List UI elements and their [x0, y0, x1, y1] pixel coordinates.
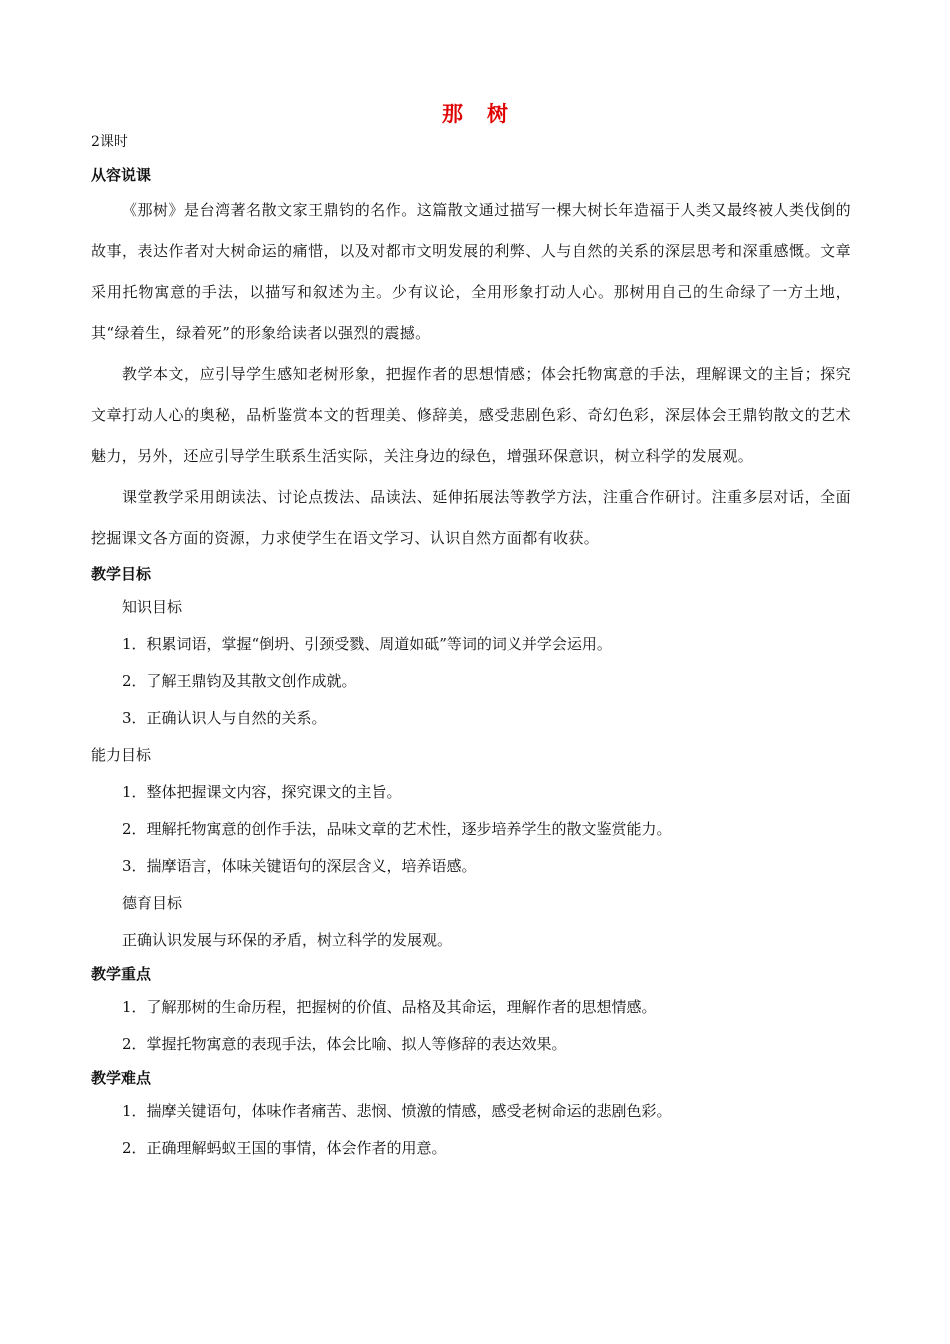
list-item: 3．正确认识人与自然的关系。 [122, 709, 327, 727]
list-item: 1．整体把握课文内容，探究课文的主旨。 [122, 783, 402, 801]
section-heading-course-intro: 从容说课 [91, 166, 152, 184]
list-item: 3．揣摩语言，体味关键语句的深层含义，培养语感。 [122, 857, 477, 875]
list-item: 1．了解那树的生命历程，把握树的价值、品格及其命运，理解作者的思想情感。 [122, 998, 657, 1016]
document-body [91, 160, 851, 1167]
list-item: 2．正确理解蚂蚁王国的事情，体会作者的用意。 [122, 1139, 447, 1157]
section-heading-key-points: 教学重点 [91, 965, 152, 983]
paragraph: 《那树》是台湾著名散文家王鼎钧的名作。这篇散文通过描写一棵大树长年造福于人类又最终被人类伐倒的故事，表达作者对大树命运的痛惜，以及对都市文明发展的利弊、人与自然的关系的深层思考和深重感慨。文章采用托物寓意的手法，以描写和叙述为主。少有议论，全用形象打动人心。那树用自己的生命绿了一方土地，其“绿着生，绿着死”的形象给读者以强烈的震撼。 [91, 201, 851, 342]
list-item: 1．揣摩关键语句，体味作者痛苦、悲悯、愤激的情感，感受老树命运的悲剧色彩。 [122, 1102, 672, 1120]
section-heading-teaching-goals: 教学目标 [91, 565, 152, 583]
moral-goal-text: 正确认识发展与环保的矛盾，树立科学的发展观。 [122, 931, 453, 949]
lesson-hours: 2课时 [91, 134, 128, 150]
ability-goal-label: 能力目标 [91, 746, 152, 764]
list-item: 2．掌握托物寓意的表现手法，体会比喻、拟人等修辞的表达效果。 [122, 1035, 567, 1053]
knowledge-goal-label: 知识目标 [122, 598, 183, 616]
list-item: 2．理解托物寓意的创作手法，品味文章的艺术性，逐步培养学生的散文鉴赏能力。 [122, 820, 672, 838]
list-item: 1．积累词语，掌握“倒坍、引颈受戮、周道如砥”等词的词义并学会运用。 [122, 635, 612, 653]
page-title: 那树 [442, 102, 532, 126]
paragraph: 教学本文，应引导学生感知老树形象，把握作者的思想情感；体会托物寓意的手法，理解课文的主旨；探究文章打动人心的奥秘，品析鉴赏本文的哲理美、修辞美，感受悲剧色彩、奇幻色彩，深层体会王鼎钧散文的艺术魅力，另外，还应引导学生联系生活实际，关注身边的绿色，增强环保意识，树立科学的发展观。 [91, 365, 851, 465]
section-heading-difficulties: 教学难点 [91, 1069, 152, 1087]
paragraph: 课堂教学采用朗读法、讨论点拨法、品读法、延伸拓展法等教学方法，注重合作研讨。注重多层对话，全面挖掘课文各方面的资源，力求使学生在语文学习、认识自然方面都有收获。 [91, 488, 851, 547]
list-item: 2．了解王鼎钧及其散文创作成就。 [122, 672, 357, 690]
moral-goal-label: 德育目标 [122, 894, 183, 912]
